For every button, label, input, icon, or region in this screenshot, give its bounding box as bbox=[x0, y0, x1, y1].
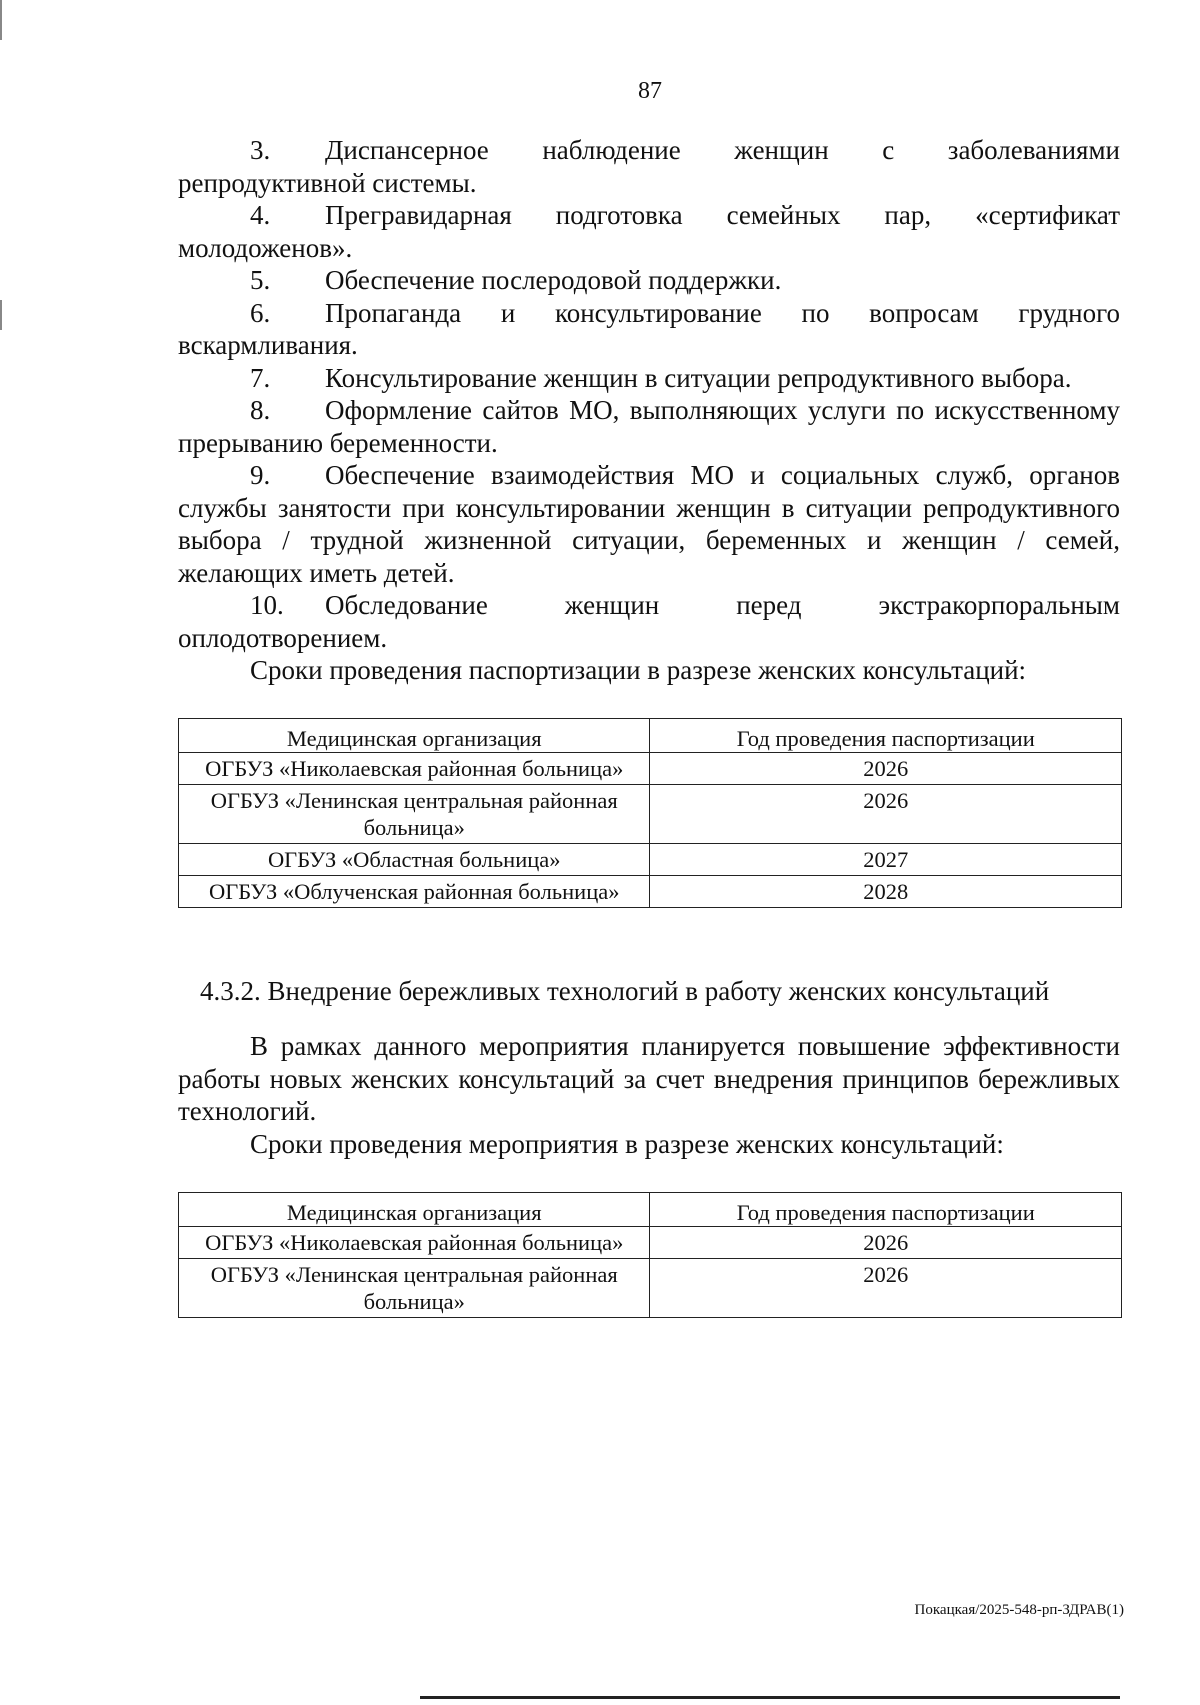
list-item-text: Обеспечение взаимодействия МО и социальных служб, органов службы занятости при консультировании женщин в ситуации репродуктивного выбора / трудной жизненной ситуации, беременных и женщин / семей, желающих иметь детей. bbox=[178, 460, 1120, 588]
list-item bbox=[178, 362, 1120, 395]
cell-organization: ОГБУЗ «Ленинская центральная районная больница» bbox=[179, 785, 650, 844]
section-heading: 4.3.2. Внедрение бережливых технологий в работу женских консультаций bbox=[200, 976, 1050, 1006]
cell-organization: ОГБУЗ «Николаевская районная больница» bbox=[179, 1227, 650, 1259]
list-item bbox=[178, 199, 1120, 264]
list-item-number: 8. bbox=[250, 395, 271, 425]
list-item bbox=[178, 589, 1120, 654]
section-body bbox=[178, 1030, 1120, 1160]
cell-year: 2026 bbox=[650, 1227, 1122, 1259]
list-item bbox=[178, 394, 1120, 459]
table-row bbox=[179, 876, 1122, 908]
list-item-text: Обследование женщин перед экстракорпоральным оплодотворением. bbox=[178, 590, 1120, 653]
list-item bbox=[178, 264, 1120, 297]
cell-year: 2028 bbox=[650, 876, 1122, 908]
table-row bbox=[179, 785, 1122, 844]
table-header-row bbox=[179, 1193, 1122, 1227]
list-item bbox=[178, 297, 1120, 362]
cell-year: 2026 bbox=[650, 785, 1122, 844]
list-item-number: 5. bbox=[250, 265, 271, 295]
list-item-text: Консультирование женщин в ситуации репродуктивного выбора. bbox=[325, 362, 1072, 393]
cell-year: 2026 bbox=[650, 1259, 1122, 1318]
page-number: 87 bbox=[638, 78, 662, 104]
column-header-year: Год проведения паспортизации bbox=[650, 719, 1122, 753]
scan-edge-mark bbox=[0, 300, 2, 330]
table-row bbox=[179, 844, 1122, 876]
list-item-text: Пропаганда и консультирование по вопросам грудного вскармливания. bbox=[178, 297, 1120, 360]
list-item-number: 4. bbox=[250, 200, 271, 230]
column-header-organization: Медицинская организация bbox=[179, 1193, 650, 1227]
table1-intro: Сроки проведения паспортизации в разрезе женских консультаций: bbox=[250, 655, 1027, 685]
list-item-number: 9. bbox=[250, 460, 271, 490]
table-row bbox=[179, 1227, 1122, 1259]
list-item-text: Оформление сайтов МО, выполняющих услуги по искусственному прерыванию беременности. bbox=[178, 395, 1120, 458]
cell-organization: ОГБУЗ «Николаевская районная больница» bbox=[179, 753, 650, 785]
cell-organization: ОГБУЗ «Областная больница» bbox=[179, 844, 650, 876]
list-item-number: 3. bbox=[250, 135, 271, 165]
numbered-list bbox=[178, 134, 1120, 687]
list-item-number: 6. bbox=[250, 297, 271, 328]
table-header-row bbox=[179, 719, 1122, 753]
table-passportization bbox=[178, 718, 1122, 908]
list-item-number: 10. bbox=[250, 590, 284, 620]
column-header-organization: Медицинская организация bbox=[179, 719, 650, 753]
cell-organization: ОГБУЗ «Облученская районная больница» bbox=[179, 876, 650, 908]
list-item-text: Обеспечение послеродовой поддержки. bbox=[325, 265, 782, 295]
scan-bottom-edge bbox=[420, 1696, 1120, 1699]
list-item-text: Диспансерное наблюдение женщин с заболеваниями репродуктивной системы. bbox=[178, 135, 1120, 198]
cell-organization: ОГБУЗ «Ленинская центральная районная больница» bbox=[179, 1259, 650, 1318]
list-item bbox=[178, 459, 1120, 589]
section-paragraph: В рамках данного мероприятия планируется повышение эффективности работы новых женских консультаций за счет внедрения принципов бережливых технологий. bbox=[178, 1031, 1120, 1126]
list-item bbox=[178, 134, 1120, 199]
table-row bbox=[179, 1259, 1122, 1318]
column-header-year: Год проведения паспортизации bbox=[650, 1193, 1122, 1227]
document-footer-code: Покацкая/2025-548-рп-ЗДРАВ(1) bbox=[914, 1602, 1124, 1618]
cell-year: 2026 bbox=[650, 753, 1122, 785]
table-row bbox=[179, 753, 1122, 785]
list-item-number: 7. bbox=[250, 362, 271, 393]
scan-edge-mark bbox=[0, 0, 2, 40]
cell-year: 2027 bbox=[650, 844, 1122, 876]
table2-intro: Сроки проведения мероприятия в разрезе женских консультаций: bbox=[250, 1128, 1004, 1159]
table-lean-technologies bbox=[178, 1192, 1122, 1318]
list-item-text: Прегравидарная подготовка семейных пар, «сертификат молодоженов». bbox=[178, 200, 1120, 263]
